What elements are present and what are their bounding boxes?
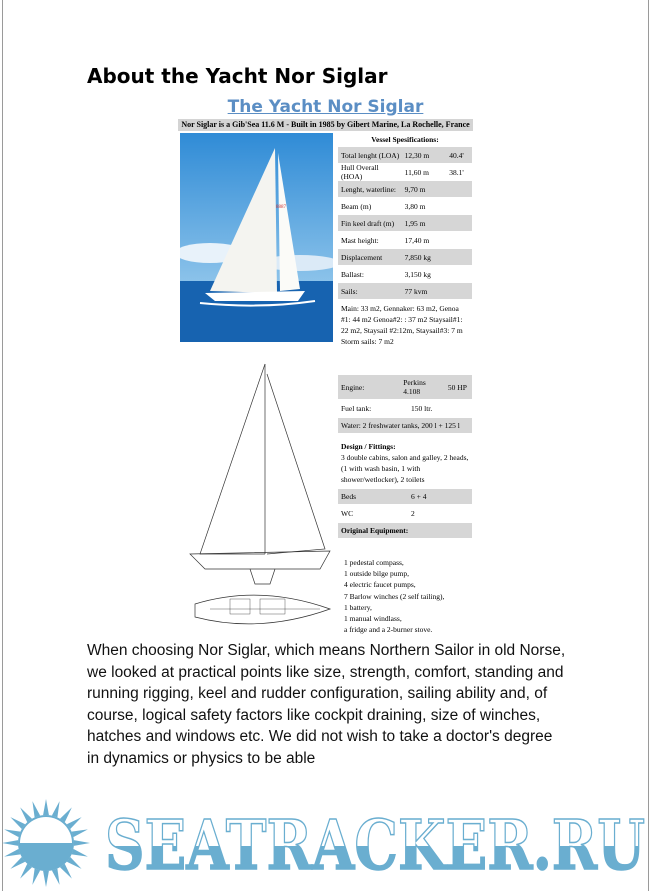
equipment-heading: Original Equipment: [341,526,409,535]
spec-label: Sails: [341,286,358,296]
sun-ray [4,829,20,837]
sail-number: 8887 [276,205,286,210]
label: WC [341,509,354,518]
spec-row [338,147,472,163]
yacht-spec-image [178,97,473,647]
spec-value: 12,30 m [404,150,430,160]
equipment-item: 1 outside bilge pump, [344,569,409,579]
page-border-left [2,0,3,891]
sun-ray [52,869,60,885]
sun-ray [72,829,88,837]
equipment-item: a fridge and a 2-burner stove. [344,625,433,635]
extra: 50 HP [447,382,467,392]
sun-ray [72,849,88,857]
sail-plan-drawing [180,359,335,645]
value: 2 [411,509,415,518]
spec-label: Mast height: [341,235,379,245]
spec-row [338,283,472,299]
spec-value: 11,60 m [404,167,429,177]
spec-value: 77 kvm [404,286,428,296]
sun-ray [4,849,20,857]
spec-row [338,232,472,248]
sun-icon [2,799,90,887]
sails-detail: Main: 33 m2, Gennaker: 63 m2, Genoa #1: 44 m2 Genoa#2: : 37 m2 Staysail#1: 22 m2, Staysail #2:12m, Staysail#3: 7 m Storm sails: 7 m2 [341,304,463,346]
body-paragraph: When choosing Nor Siglar, which means Northern Sailor in old Norse, we looked at practical points like size, strength, comfort, standing and running rigging, keel and rudder configuration, sailing ability and, of course, logical safety factors like cockpit draining, size of winches, hatches and windows etc. We did not wish to take a doctor's degree in dynamics or physics to be able [87,642,566,767]
spec-row [338,181,472,197]
sun-ray [32,869,40,885]
spec-label: Ballast: [341,269,364,279]
water-row [338,418,472,433]
image-caption: Nor Siglar is a Gib'Sea 11.6 M - Built in 1985 by Gibert Marine, La Rochelle, France [178,119,473,131]
spec-row [338,198,472,214]
image-title: The Yacht Nor Siglar [227,97,424,117]
spec-value: 9,70 m [404,184,426,194]
page-border-right [648,0,649,891]
spec-value: 17,40 m [404,235,430,245]
spec-row [338,215,472,231]
page-title: About the Yacht Nor Siglar [87,64,388,88]
label: Beds [341,492,356,501]
equipment-item: 7 Barlow winches (2 self tailing), [344,591,445,601]
sailboat-photo [180,133,333,342]
equipment-heading-row [338,523,472,538]
design-text: 3 double cabins, salon and galley, 2 heads, (1 with wash basin, 1 with shower/wetlocker), 2 toilets [341,453,469,484]
spec-value: 3,80 m [404,201,426,211]
spec-row [338,249,472,265]
spec-label: Beam (m) [341,201,372,211]
beds-row [338,489,472,504]
label: Fuel tank: [341,404,372,413]
vessel-specifications [338,133,472,350]
seatracker-watermark [0,795,651,887]
spec-label: Lenght, waterline: [341,184,396,194]
watermark-text: SEATRACKER.RU [105,806,645,886]
label: Engine: [341,382,365,392]
sun-ray [32,801,40,817]
equipment-item: 4 electric faucet pumps, [344,580,416,590]
design-heading: Design / Fittings: [341,442,396,451]
value: Perkins 4.108 [403,378,426,396]
equipment-item: 1 manual windlass, [344,614,402,624]
specs-heading: Vessel Spesifications: [371,135,439,144]
fuel-row [338,401,472,416]
spec-value: 7,850 kg [404,252,431,262]
spec-value: 3,150 kg [404,269,431,279]
spec-extra: 40.4' [449,150,464,160]
spec-label: Hull Overall (HOA) [341,163,379,181]
value: 150 ltr. [411,404,433,413]
sun-ray [52,801,60,817]
design-fittings [338,435,472,489]
spec-label: Fin keel draft (m) [341,218,395,228]
value: 6 + 4 [411,492,427,501]
sun-ray [74,840,90,846]
spec-value: 1,95 m [404,218,426,228]
wc-row [338,506,472,521]
sun-ray [43,799,49,815]
engine-row [338,375,472,399]
engine-and-fittings [338,375,472,540]
sun-ray [43,871,49,887]
spec-label: Displacement [341,252,383,262]
spec-label: Total lenght (LOA) [341,150,400,160]
equipment-item: 1 battery, [344,602,372,612]
equipment-list [344,557,444,635]
sun-ray [2,840,18,846]
value: Water: 2 freshwater tanks, 200 l + 125 l [341,421,460,430]
spec-extra: 38.1' [449,167,464,177]
spec-row [338,164,472,180]
spec-row [338,266,472,282]
equipment-item: 1 pedestal compass, [344,558,404,567]
